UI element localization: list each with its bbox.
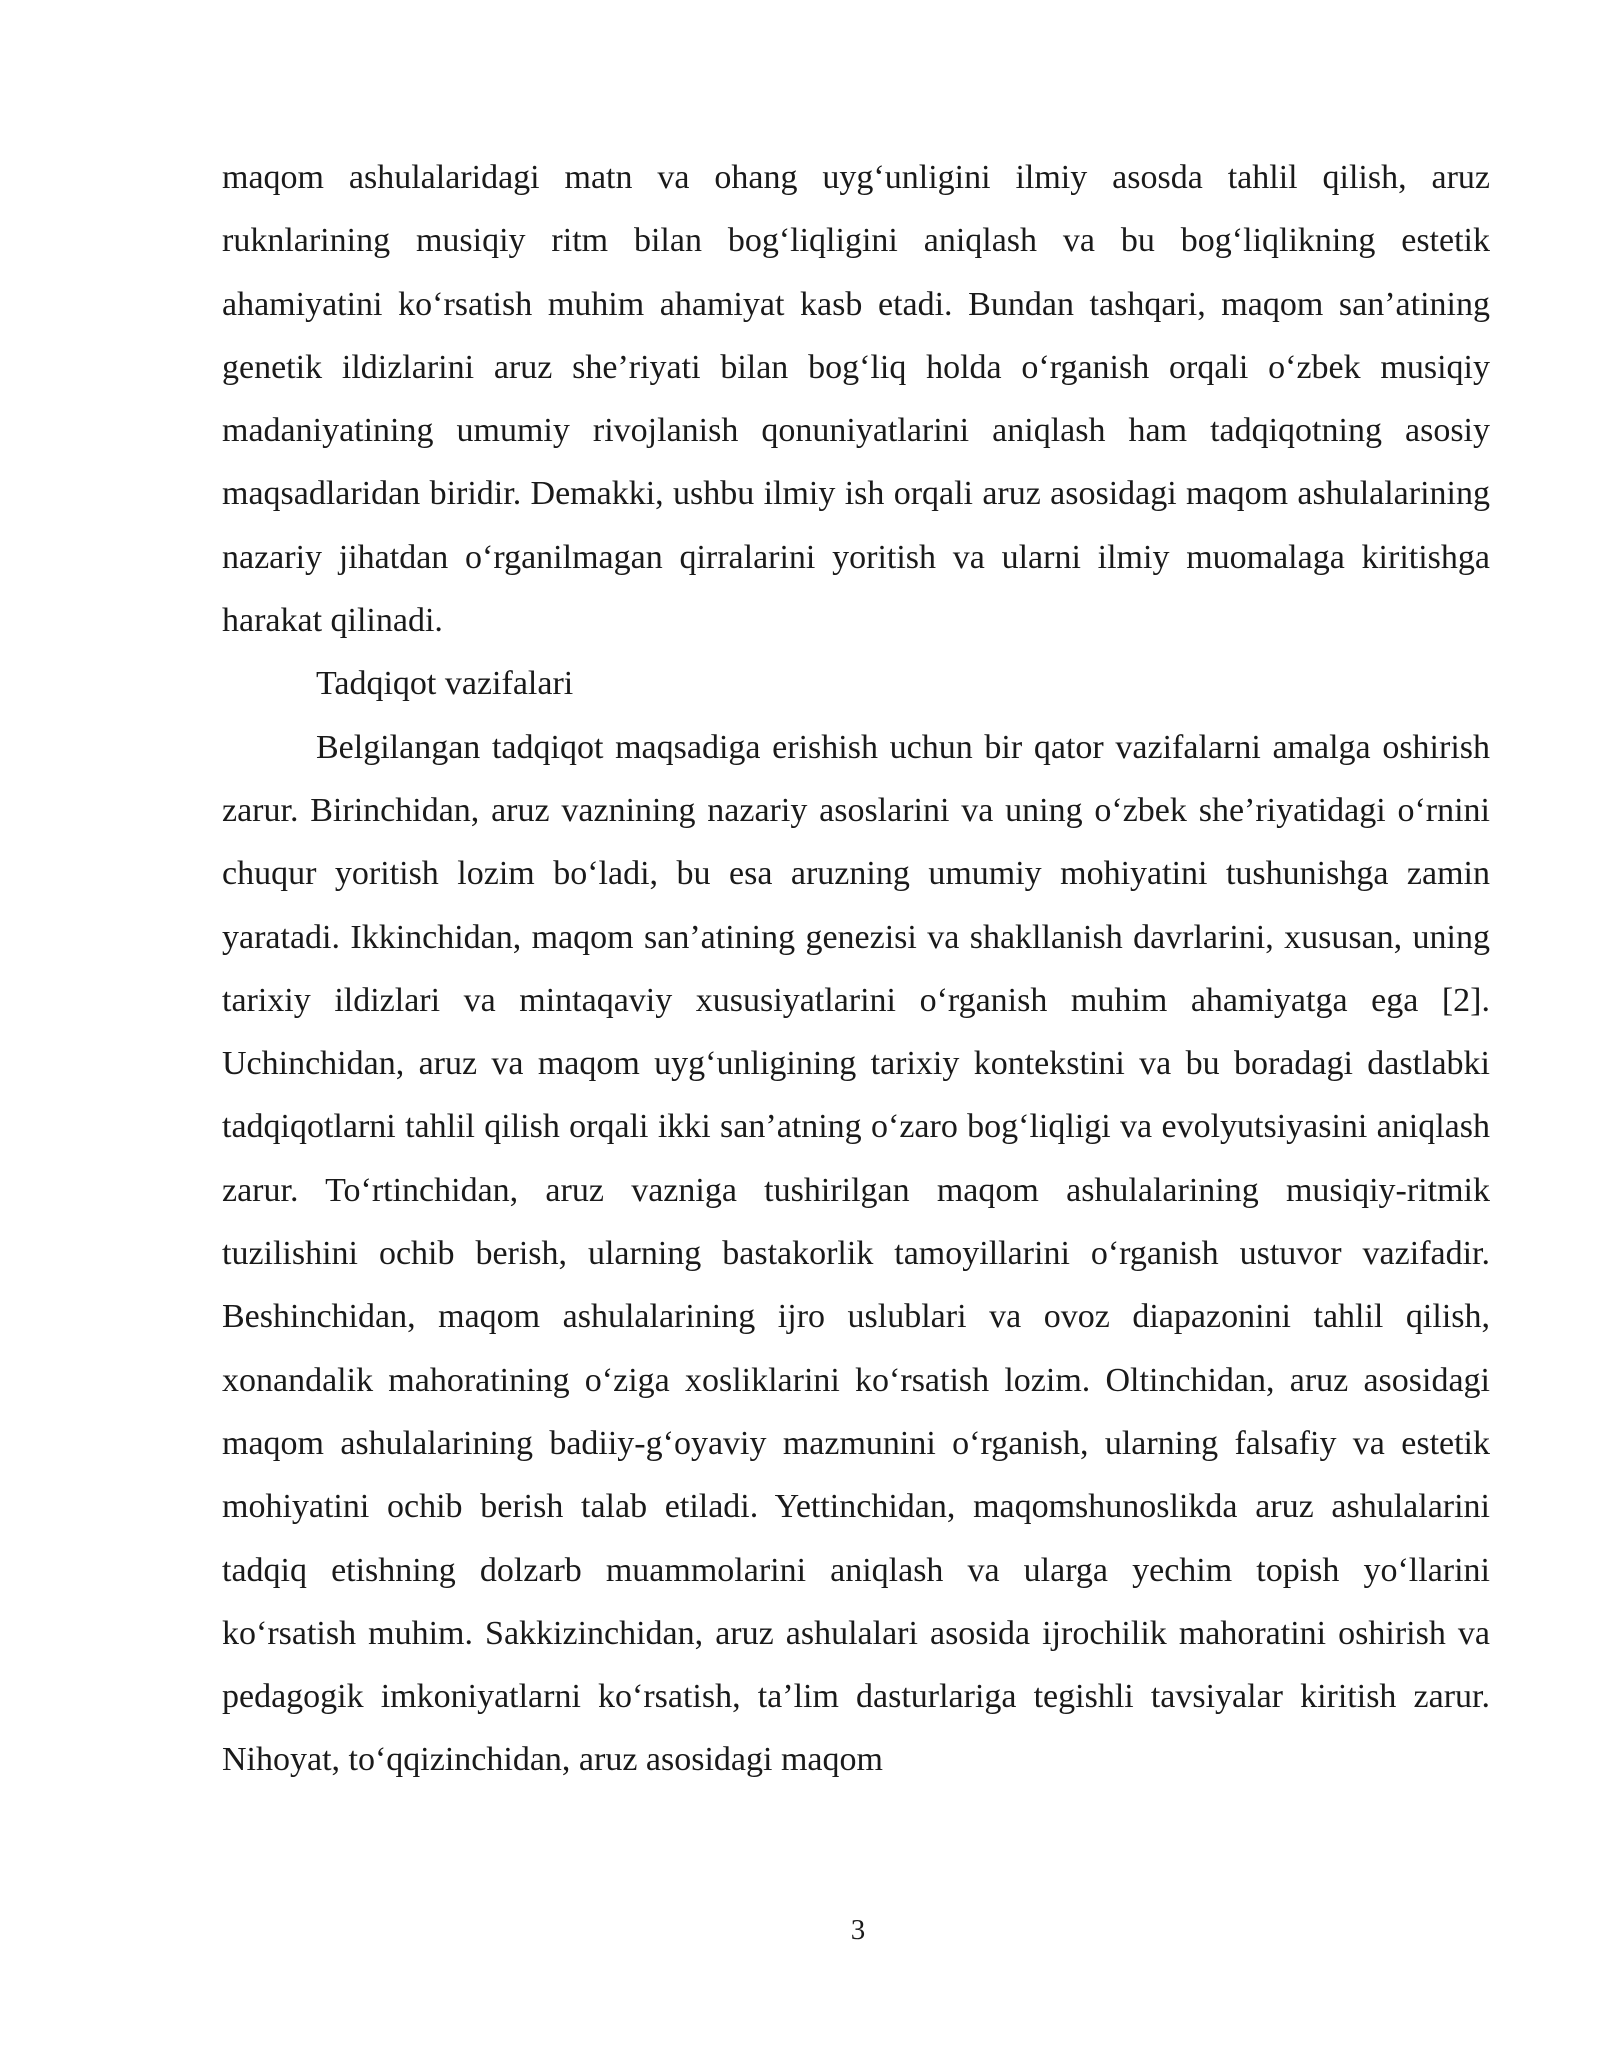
- page-number: 3: [850, 1914, 866, 1946]
- body-text: [222, 146, 1490, 1792]
- paragraph-research-tasks: Belgilangan tadqiqot maqsadiga erishish uchun bir qator vazifalarni amalga oshirish zarur. Birinchidan, aruz vaznining nazariy asoslarini va uning oʻzbek she’riyatidagi oʻrnini chuqur yoritish lozim boʻladi, bu esa aruzning umumiy mohiyatini tushunishga zamin yaratadi. Ikkinchidan, maqom san’atining genezisi va shakllanish davrlarini, xususan, uning tarixiy ildizlari va mintaqaviy xususiyatlarini oʻrganish muhim ahamiyatga ega [2]. Uchinchidan, aruz va maqom uygʻunligining tarixiy kontekstini va bu boradagi dastlabki tadqiqotlarni tahlil qilish orqali ikki san’atning oʻzaro bogʻliqligi va evolyutsiyasini aniqlash zarur. Toʻrtinchidan, aruz vazniga tushirilgan maqom ashulalarining musiqiy-ritmik tuzilishini ochib berish, ularning bastakorlik tamoyillarini oʻrganish ustuvor vazifadir. Beshinchidan, maqom ashulalarining ijro uslublari va ovoz diapazonini tahlil qilish, xonandalik mahoratining oʻziga xosliklarini koʻrsatish lozim. Oltinchidan, aruz asosidagi maqom ashulalarining badiiy-gʻoyaviy mazmunini oʻrganish, ularning falsafiy va estetik mohiyatini ochib berish talab etiladi. Yettinchidan, maqomshunoslikda aruz ashulalarini tadqiq etishning dolzarb muammolarini aniqlash va ularga yechim topish yoʻllarini koʻrsatish muhim. Sakkizinchidan, aruz ashulalari asosida ijrochilik mahoratini oshirish va pedagogik imkoniyatlarni koʻrsatish, ta’lim dasturlariga tegishli tavsiyalar kiritish zarur. Nihoyat, toʻqqizinchidan, aruz asosidagi maqom: [222, 728, 1490, 1779]
- paragraph-continuation: maqom ashulalaridagi matn va ohang uygʻunligini ilmiy asosda tahlil qilish, aruz ruknlarining musiqiy ritm bilan bogʻliqligini aniqlash va bu bogʻliqlikning estetik ahamiyatini koʻrsatish muhim ahamiyat kasb etadi. Bundan tashqari, maqom san’atining genetik ildizlarini aruz she’riyati bilan bogʻliq holda oʻrganish orqali oʻzbek musiqiy madaniyatining umumiy rivojlanish qonuniyatlarini aniqlash ham tadqiqotning asosiy maqsadlaridan biridir. Demakki, ushbu ilmiy ish orqali aruz asosidagi maqom ashulalarining nazariy jihatdan oʻrganilmagan qirralarini yoritish va ularni ilmiy muomalaga kiritishga harakat qilinadi.: [222, 159, 1490, 640]
- section-subheading: Tadqiqot vazifalari: [316, 665, 574, 703]
